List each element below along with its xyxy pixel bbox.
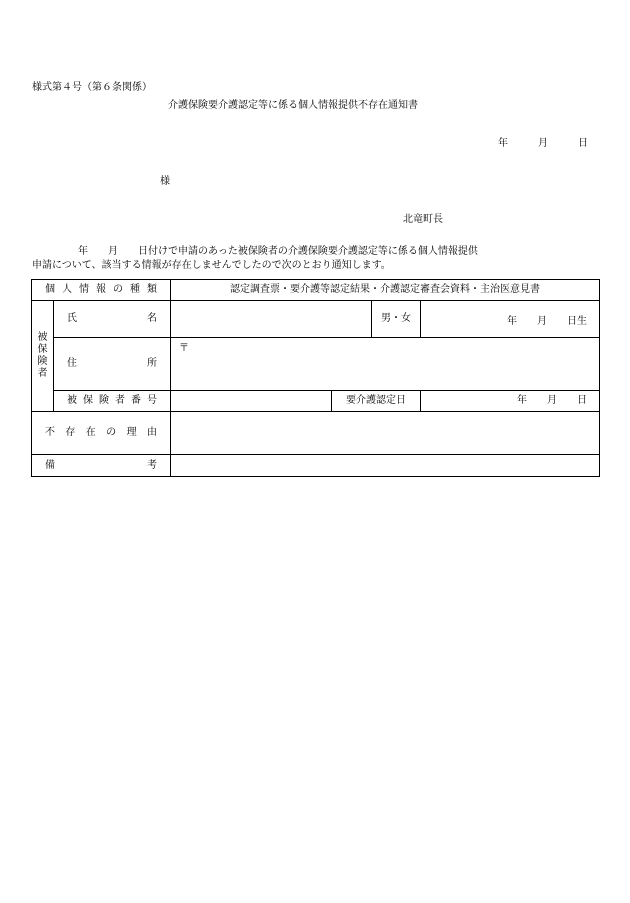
body-text-line-2: 申請について、該当する情報が存在しませんでしたので次のとおり通知します。 [32, 260, 391, 271]
remarks-label-cell: 備 考 [32, 455, 171, 477]
issue-date-year: 年 [498, 138, 508, 149]
reason-row [32, 412, 600, 455]
insured-number-row [32, 391, 600, 412]
body-text-line-1: 年 月 日付けで申請のあった被保険者の介護保険要介護認定等に係る個人情報提供 [78, 246, 478, 257]
issuer-name: 北竜町長 [403, 214, 443, 225]
notification-table [31, 279, 600, 477]
remarks-row [32, 455, 600, 477]
remarks-field[interactable] [171, 455, 600, 477]
address-row [32, 338, 600, 391]
insured-number-label-cell: 被 保 険 者 番 号 [54, 391, 171, 412]
info-type-row [32, 280, 600, 301]
birth-date-field[interactable]: 年 月 日生 [421, 301, 600, 338]
issue-date [498, 139, 588, 149]
info-type-label-cell: 個 人 情 報 の 種 類 [32, 280, 171, 301]
reason-label-cell: 不 存 在 の 理 由 [32, 412, 171, 455]
address-label-cell: 住 所 [54, 338, 171, 391]
name-field[interactable] [171, 301, 372, 338]
insured-person-label: 被 保 険 者 [32, 301, 54, 412]
postal-mark: 〒 [179, 343, 189, 354]
cert-date-label: 要介護認定日 [332, 391, 421, 412]
name-row [32, 301, 600, 338]
info-type-value: 認定調査票・要介護等認定結果・介護認定審査会資料・主治医意見書 [171, 280, 600, 301]
document-title: 介護保険要介護認定等に係る個人情報提供不存在通知書 [168, 100, 418, 111]
issue-date-month: 月 [538, 138, 548, 149]
name-label-cell: 氏 名 [54, 301, 171, 338]
address-field[interactable] [171, 338, 600, 391]
issue-date-day: 日 [578, 138, 588, 149]
insured-number-field[interactable] [171, 391, 332, 412]
reason-field[interactable] [171, 412, 600, 455]
form-number: 様式第４号（第６条関係） [32, 82, 152, 93]
gender-field[interactable]: 男・女 [372, 301, 421, 338]
addressee-suffix: 様 [160, 176, 170, 187]
cert-date-field[interactable]: 年 月 日 [421, 391, 600, 412]
